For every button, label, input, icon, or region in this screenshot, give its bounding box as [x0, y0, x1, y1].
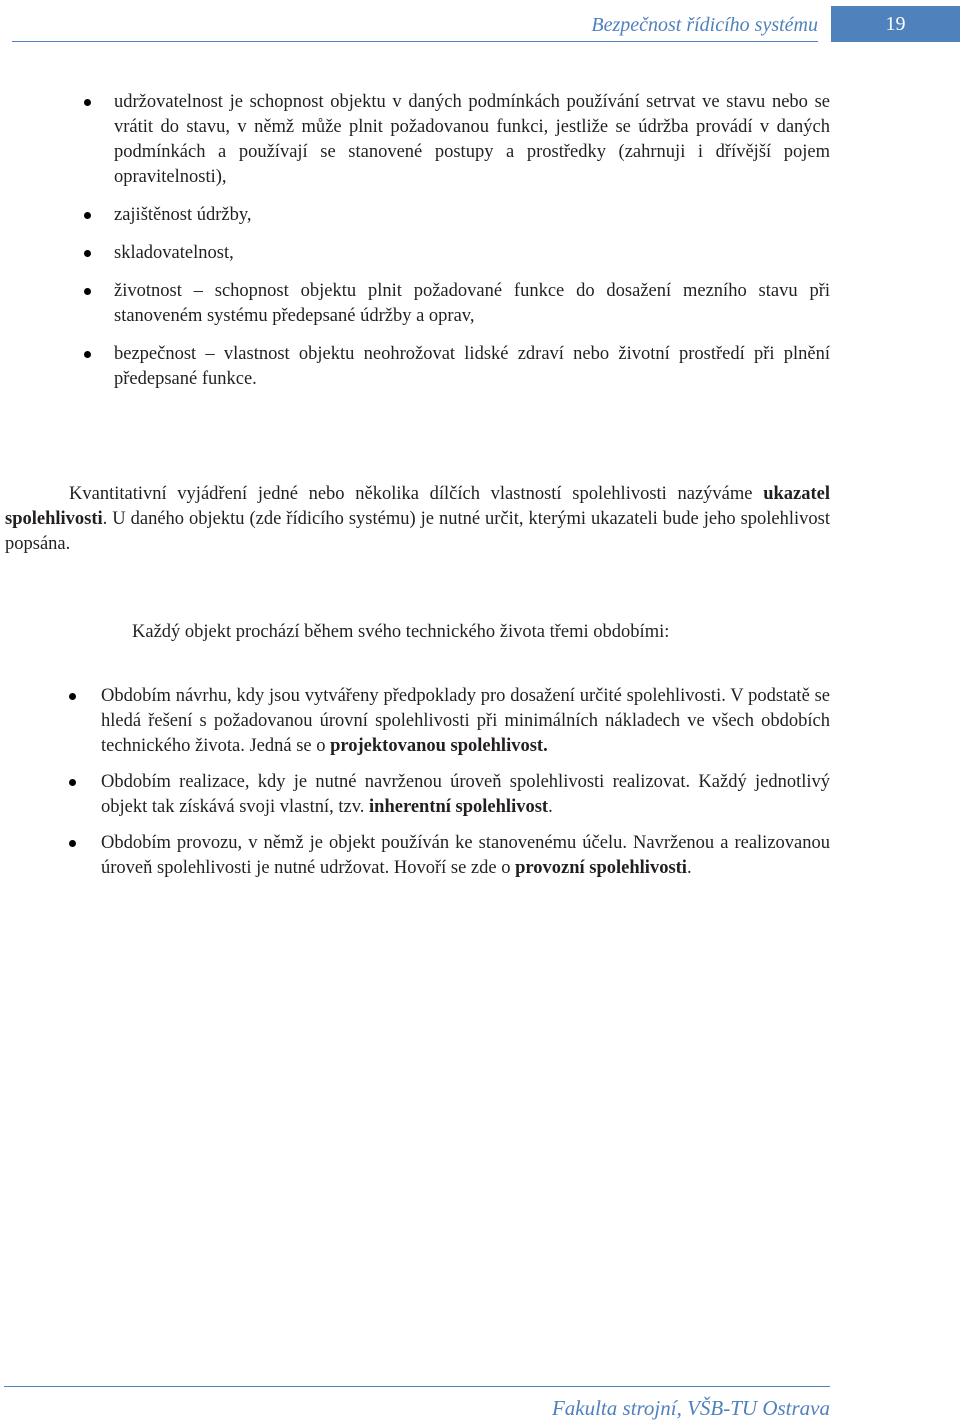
footer-divider — [4, 1386, 830, 1387]
bullet-icon — [69, 693, 76, 700]
list-item-text: . — [686, 858, 692, 878]
list-item — [114, 241, 830, 266]
list-item — [101, 770, 830, 820]
list-item-text: Obdobím provozu, v němž je objekt používán ke stanovenému účelu. Navrženou a realizovanou úroveň spolehlivosti je nutné udržovat. Hovoří se zde o — [101, 833, 830, 878]
bullet-icon — [69, 779, 76, 786]
list-item-text: skladovatelnost, — [114, 243, 234, 263]
footer-text: Fakulta strojní, VŠB-TU Ostrava — [551, 1396, 830, 1420]
list-item — [114, 279, 830, 329]
list-item — [101, 831, 830, 881]
periods-intro-paragraph: Každý objekt prochází během svého technického života třemi obdobími: — [132, 622, 670, 642]
bullet-icon — [84, 99, 91, 106]
paragraph-text: Kvantitativní vyjádření jedné nebo několika dílčích vlastností spolehlivosti nazýváme — [69, 484, 764, 504]
bullet-icon — [84, 288, 91, 295]
bullet-icon — [84, 250, 91, 257]
list-item-text: udržovatelnost je schopnost objektu v daných podmínkách používání setrvat ve stavu nebo se vrátit do stavu, v němž může plnit požadovanou funkci, jestliže se údržba provádí v daných podmínkách a používají se stanovené postupy a prostředky (zahrnuji i dřívější pojem opravitelnosti), — [114, 92, 830, 187]
bullet-icon — [84, 351, 91, 358]
running-header-title: Bezpečnost řídicího systému — [591, 14, 818, 36]
list-item — [101, 684, 830, 759]
bold-term: inherentní spolehlivost — [369, 797, 549, 817]
list-item-text: životnost – schopnost objektu plnit požadované funkce do dosažení mezního stavu při stanoveném systému předepsané údržby a oprav, — [114, 281, 830, 326]
bold-term: provozní spolehlivosti — [515, 858, 687, 878]
header-divider — [12, 41, 818, 42]
bold-term: projektovanou spolehlivost. — [330, 736, 548, 756]
life-periods-list — [101, 684, 830, 892]
indicator-paragraph — [5, 482, 830, 557]
list-item — [114, 90, 830, 190]
bullet-icon — [84, 212, 91, 219]
reliability-properties-list — [114, 90, 830, 405]
list-item-text: Obdobím návrhu, kdy jsou vytvářeny předpoklady pro dosažení určité spolehlivosti. V podstatě se hledá řešení s požadovanou úrovní spolehlivosti při minimálních nákladech ve všech obdobích technického života. Jedná se o — [101, 686, 830, 756]
page-number-badge — [831, 6, 960, 42]
list-item — [114, 342, 830, 392]
list-item-text: zajištěnost údržby, — [114, 205, 252, 225]
bullet-icon — [69, 840, 76, 847]
paragraph-text: . U daného objektu (zde řídicího systému) je nutné určit, kterými ukazateli bude jeho spolehlivost popsána. — [5, 509, 830, 554]
page-number: 19 — [885, 12, 906, 35]
list-item-text: bezpečnost – vlastnost objektu neohrožovat lidské zdraví nebo životní prostředí při plnění předepsané funkce. — [114, 344, 830, 389]
bold-term: ukazatel spolehlivosti — [5, 484, 830, 529]
list-item-text: Obdobím realizace, kdy je nutné navrženou úroveň spolehlivosti realizovat. Každý jednotlivý objekt tak získává svoji vlastní, tzv. — [101, 772, 830, 817]
list-item — [114, 203, 830, 228]
list-item-text: . — [548, 797, 553, 817]
